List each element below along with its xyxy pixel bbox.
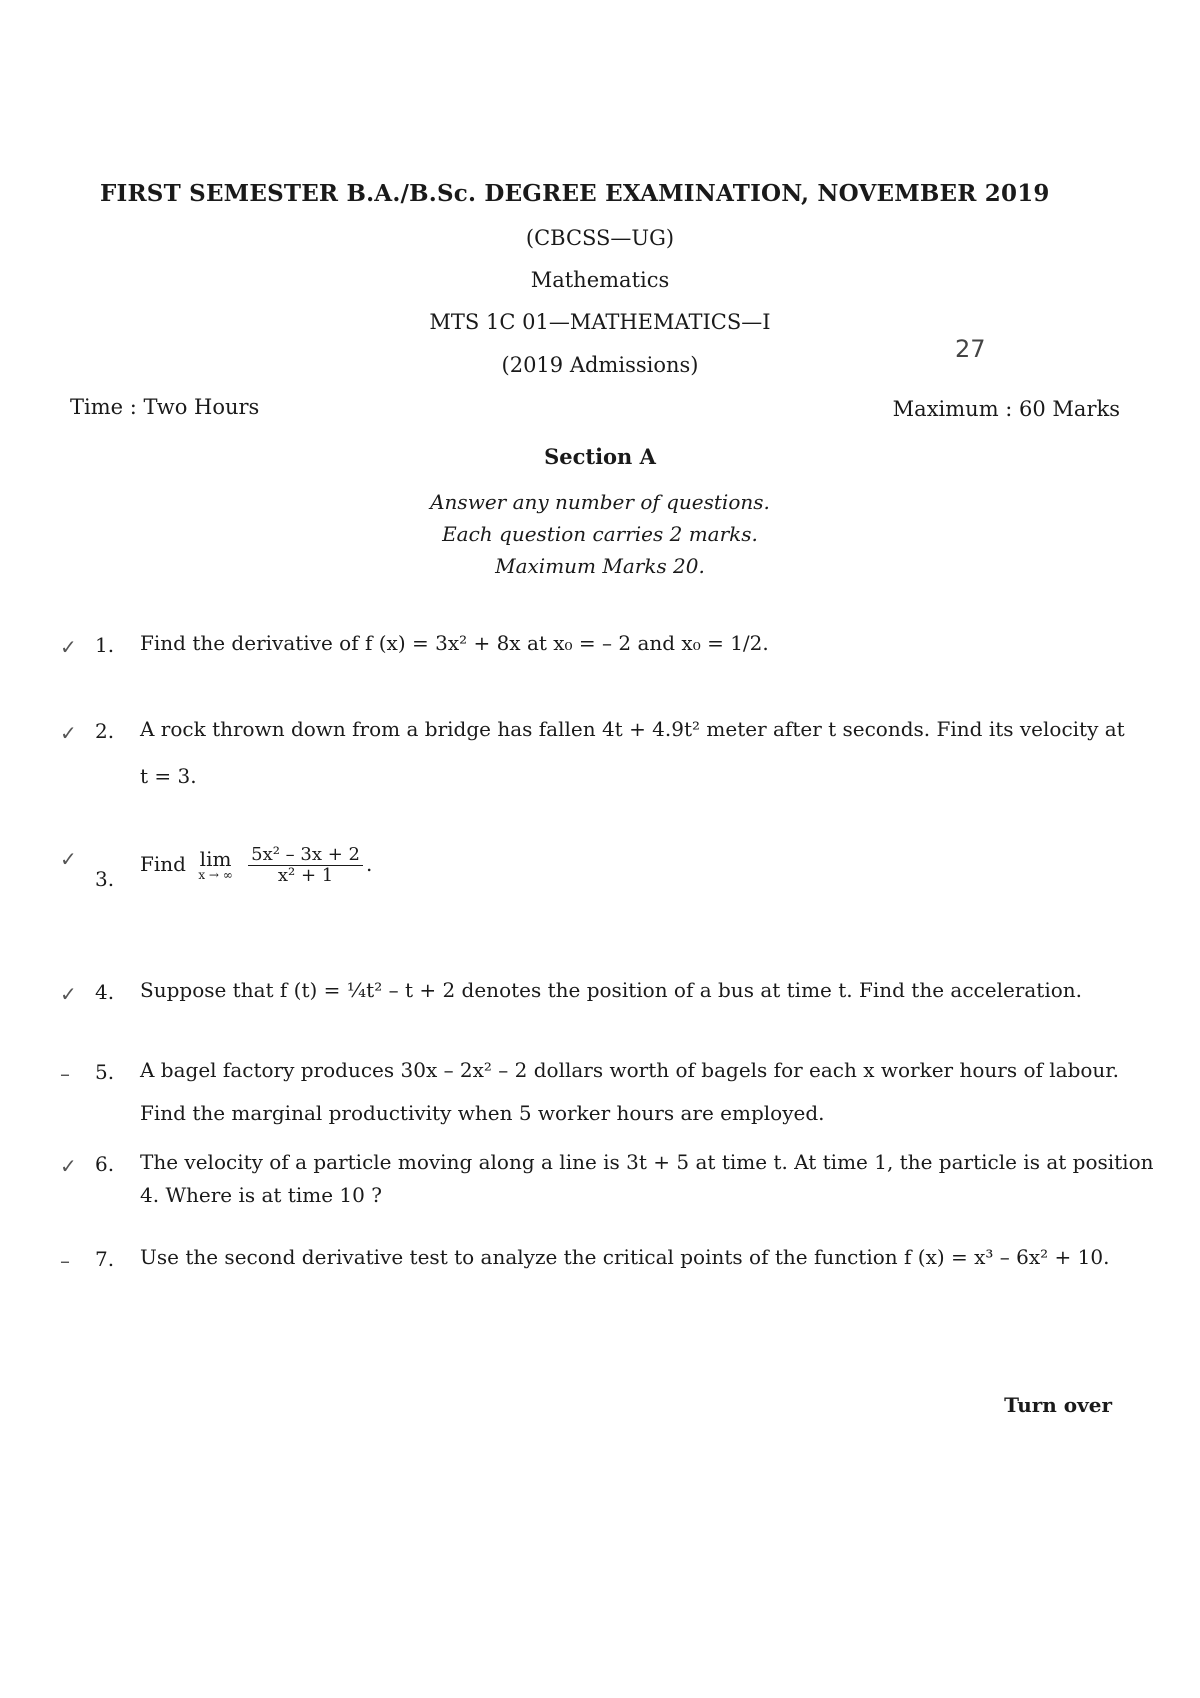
tick-mark-icon: ✓ <box>60 635 77 659</box>
question-text-continued: 4. Where is at time 10 ? <box>140 1183 382 1207</box>
instruction-line: Answer any number of questions. <box>430 490 770 514</box>
maximum-marks: Maximum : 60 Marks <box>892 397 1120 421</box>
time-allowed: Time : Two Hours <box>70 395 260 419</box>
question-number: 7. <box>95 1247 115 1271</box>
dash-mark-icon: – <box>60 1249 70 1273</box>
question-number: 6. <box>95 1152 115 1176</box>
question-text-continued: t = 3. <box>140 764 197 788</box>
exam-title: FIRST SEMESTER B.A./B.Sc. DEGREE EXAMINATION, NOVEMBER 2019 <box>100 180 1050 207</box>
question-number: 2. <box>95 719 115 743</box>
paper-code: MTS 1C 01—MATHEMATICS—I <box>429 310 771 334</box>
question-text: A bagel factory produces 30x – 2x² – 2 dollars worth of bagels for each x worker hours of labour. <box>140 1058 1120 1082</box>
limit-operator <box>198 849 232 881</box>
question-text: Suppose that f (t) = ¼t² – t + 2 denotes the position of a bus at time t. Find the acceleration. <box>140 978 1082 1002</box>
question-text: Find the derivative of f (x) = 3x² + 8x at x₀ = – 2 and x₀ = 1/2. <box>140 631 769 655</box>
admissions-label: (2019 Admissions) <box>501 353 699 377</box>
turn-over-note: Turn over <box>1004 1393 1112 1417</box>
tick-mark-icon: ✓ <box>60 1154 77 1178</box>
tick-mark-icon: ✓ <box>60 847 77 871</box>
limit-fraction <box>248 845 363 886</box>
section-title: Section A <box>544 444 656 469</box>
question-number: 5. <box>95 1060 115 1084</box>
question-text: Find lim x → ∞ $\frac{\text{5x² – 3x + 2}}{\text{x² + 1}}$ . <box>140 844 373 886</box>
tick-mark-icon: ✓ <box>60 721 77 745</box>
instruction-line: Each question carries 2 marks. <box>442 522 758 546</box>
scheme-label: (CBCSS—UG) <box>525 226 675 250</box>
limit-subscript: x → ∞ <box>198 868 233 883</box>
question-label: Find <box>140 851 186 876</box>
limit-symbol: lim <box>199 847 232 872</box>
question-text-continued: Find the marginal productivity when 5 worker hours are employed. <box>140 1101 825 1125</box>
fraction-numerator: 5x² – 3x + 2 <box>248 845 363 866</box>
dash-mark-icon: – <box>60 1062 70 1086</box>
question-number: 4. <box>95 980 115 1004</box>
question-text: The velocity of a particle moving along a line is 3t + 5 at time t. At time 1, the particle is at position <box>140 1150 1154 1174</box>
tick-mark-icon: ✓ <box>60 982 77 1006</box>
question-number: 1. <box>95 633 115 657</box>
instruction-line: Maximum Marks 20. <box>495 554 705 578</box>
fraction-denominator: x² + 1 <box>277 864 334 886</box>
subject-label: Mathematics <box>530 268 670 292</box>
question-text: Use the second derivative test to analyze the critical points of the function f (x) = x³ – 6x² + 10. <box>140 1245 1110 1269</box>
question-text: A rock thrown down from a bridge has fallen 4t + 4.9t² meter after t seconds. Find its velocity at <box>140 717 1125 741</box>
question-number: 3. <box>95 867 115 891</box>
handwritten-score: 27 <box>955 335 986 363</box>
